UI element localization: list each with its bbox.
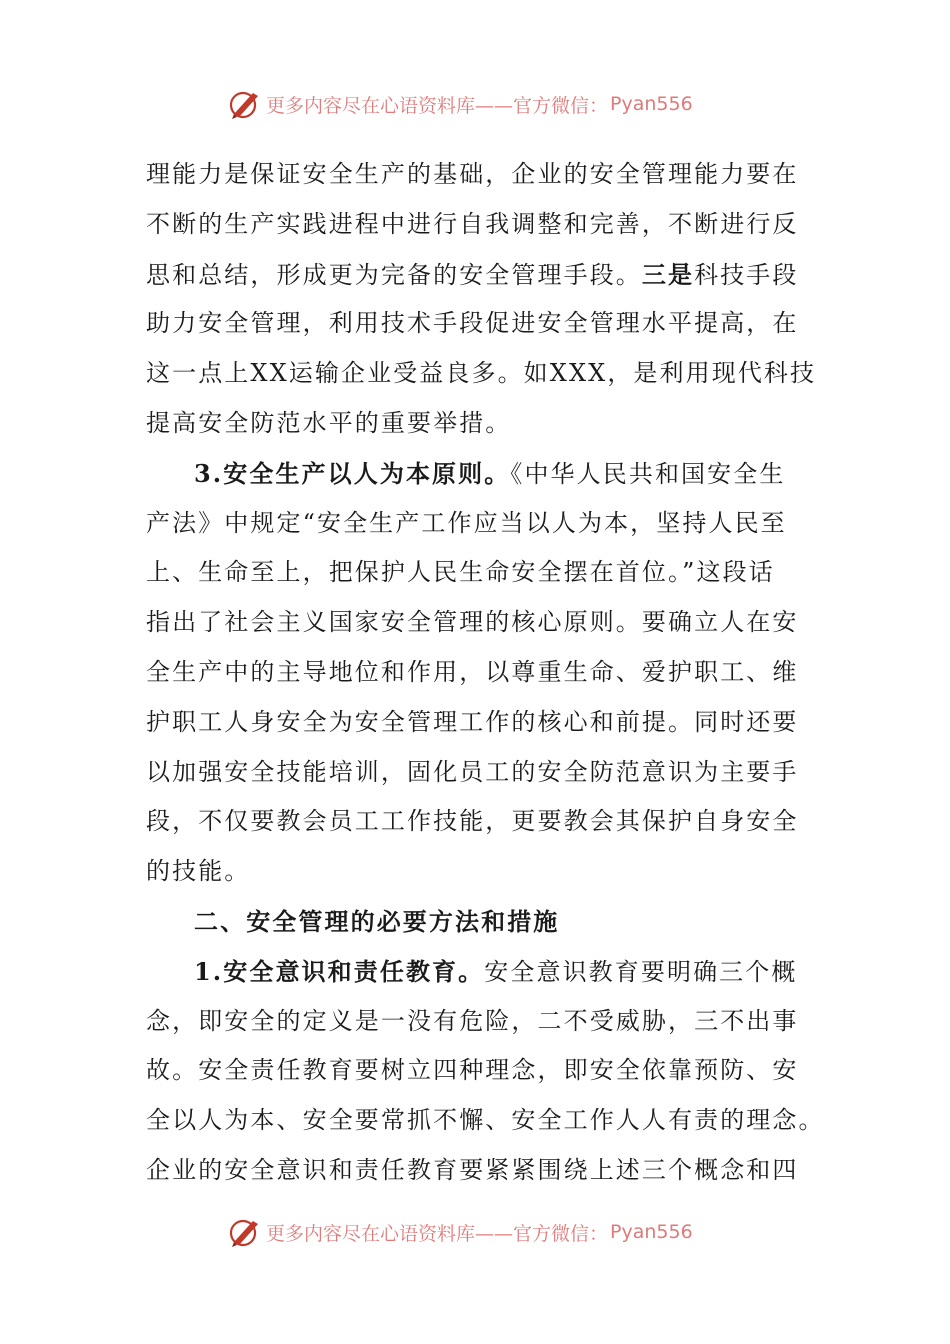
text-line	[146, 1096, 825, 1146]
line-text: 以加强安全技能培训，固化员工的安全防范意识为主要手	[146, 757, 799, 786]
bold-heading: 三是	[641, 259, 695, 289]
line-text: 指出了社会主义国家安全管理的核心原则。要确立人在安	[146, 608, 799, 637]
banner-wechat-id: Pyan556	[610, 1221, 693, 1243]
text-line	[146, 897, 806, 947]
footer-watermark-banner	[228, 1214, 748, 1250]
text-line	[146, 598, 806, 648]
bold-heading: 3.安全生产以人为本原则。	[194, 458, 511, 488]
text-line	[146, 648, 806, 698]
line-text: 产法》中规定“安全生产工作应当以人为本，坚持人民至	[146, 508, 787, 537]
line-text: 的技能。	[146, 857, 251, 886]
text-line	[146, 499, 806, 549]
line-text: 安全意识教育要明确三个概	[484, 957, 798, 986]
text-line	[146, 250, 806, 300]
text-line	[146, 548, 806, 598]
header-watermark-banner	[228, 86, 748, 122]
line-text: 段，不仅要教会员工工作技能，更要教会其保护自身安全	[146, 807, 799, 836]
text-line	[146, 698, 806, 748]
text-line	[146, 399, 806, 449]
line-text: 提高安全防范水平的重要举措。	[146, 408, 512, 437]
text-line	[146, 748, 806, 798]
line-text: 不断的生产实践进程中进行自我调整和完善，不断进行反	[146, 209, 799, 238]
text-line	[146, 797, 806, 847]
text-line	[146, 997, 806, 1047]
line-text: 思和总结，形成更为完备的安全管理手段。	[146, 260, 642, 289]
line-text: 护职工人身安全为安全管理工作的核心和前提。同时还要	[146, 707, 799, 736]
bold-heading: 二、安全管理的必要方法和措施	[194, 906, 560, 936]
line-text: 念，即安全的定义是一没有危险，二不受威胁，三不出事	[146, 1006, 799, 1035]
text-line	[146, 349, 817, 399]
banner-text: 更多内容尽在心语资料库——官方微信：	[266, 1222, 609, 1245]
text-line	[146, 299, 806, 349]
bold-heading: 1.安全意识和责任教育。	[194, 956, 485, 986]
line-text: 故。安全责任教育要树立四种理念，即安全依靠预防、安	[146, 1056, 799, 1085]
text-line	[146, 947, 806, 997]
text-line	[146, 449, 806, 499]
line-text: 理能力是保证安全生产的基础，企业的安全管理能力要在	[146, 160, 799, 188]
text-line	[146, 150, 806, 200]
line-text: 全生产中的主导地位和作用，以尊重生命、爱护职工、维	[146, 657, 799, 686]
pen-logo-icon	[228, 87, 262, 121]
text-line	[146, 1146, 806, 1196]
line-text: 助力安全管理，利用技术手段促进安全管理水平提高，在	[146, 309, 799, 338]
line-text: 上、生命至上，把保护人民生命安全摆在首位。”这段话	[146, 558, 775, 587]
line-text: 科技手段	[694, 260, 799, 289]
line-text: 全以人为本、安全要常抓不懈、安全工作人人有责的理念。	[146, 1106, 825, 1135]
text-line	[146, 1046, 806, 1096]
banner-text: 更多内容尽在心语资料库——官方微信：	[266, 94, 609, 117]
banner-wechat-id: Pyan556	[610, 93, 693, 115]
line-text: 这一点上XX运输企业受益良多。如XXX，是利用现代科技	[146, 359, 817, 388]
line-text: 《中华人民共和国安全生	[510, 459, 786, 488]
text-line	[146, 200, 806, 250]
text-line	[146, 847, 806, 897]
pen-logo-icon	[228, 1215, 262, 1249]
document-body	[146, 150, 825, 1196]
line-text: 企业的安全意识和责任教育要紧紧围绕上述三个概念和四	[146, 1155, 799, 1184]
